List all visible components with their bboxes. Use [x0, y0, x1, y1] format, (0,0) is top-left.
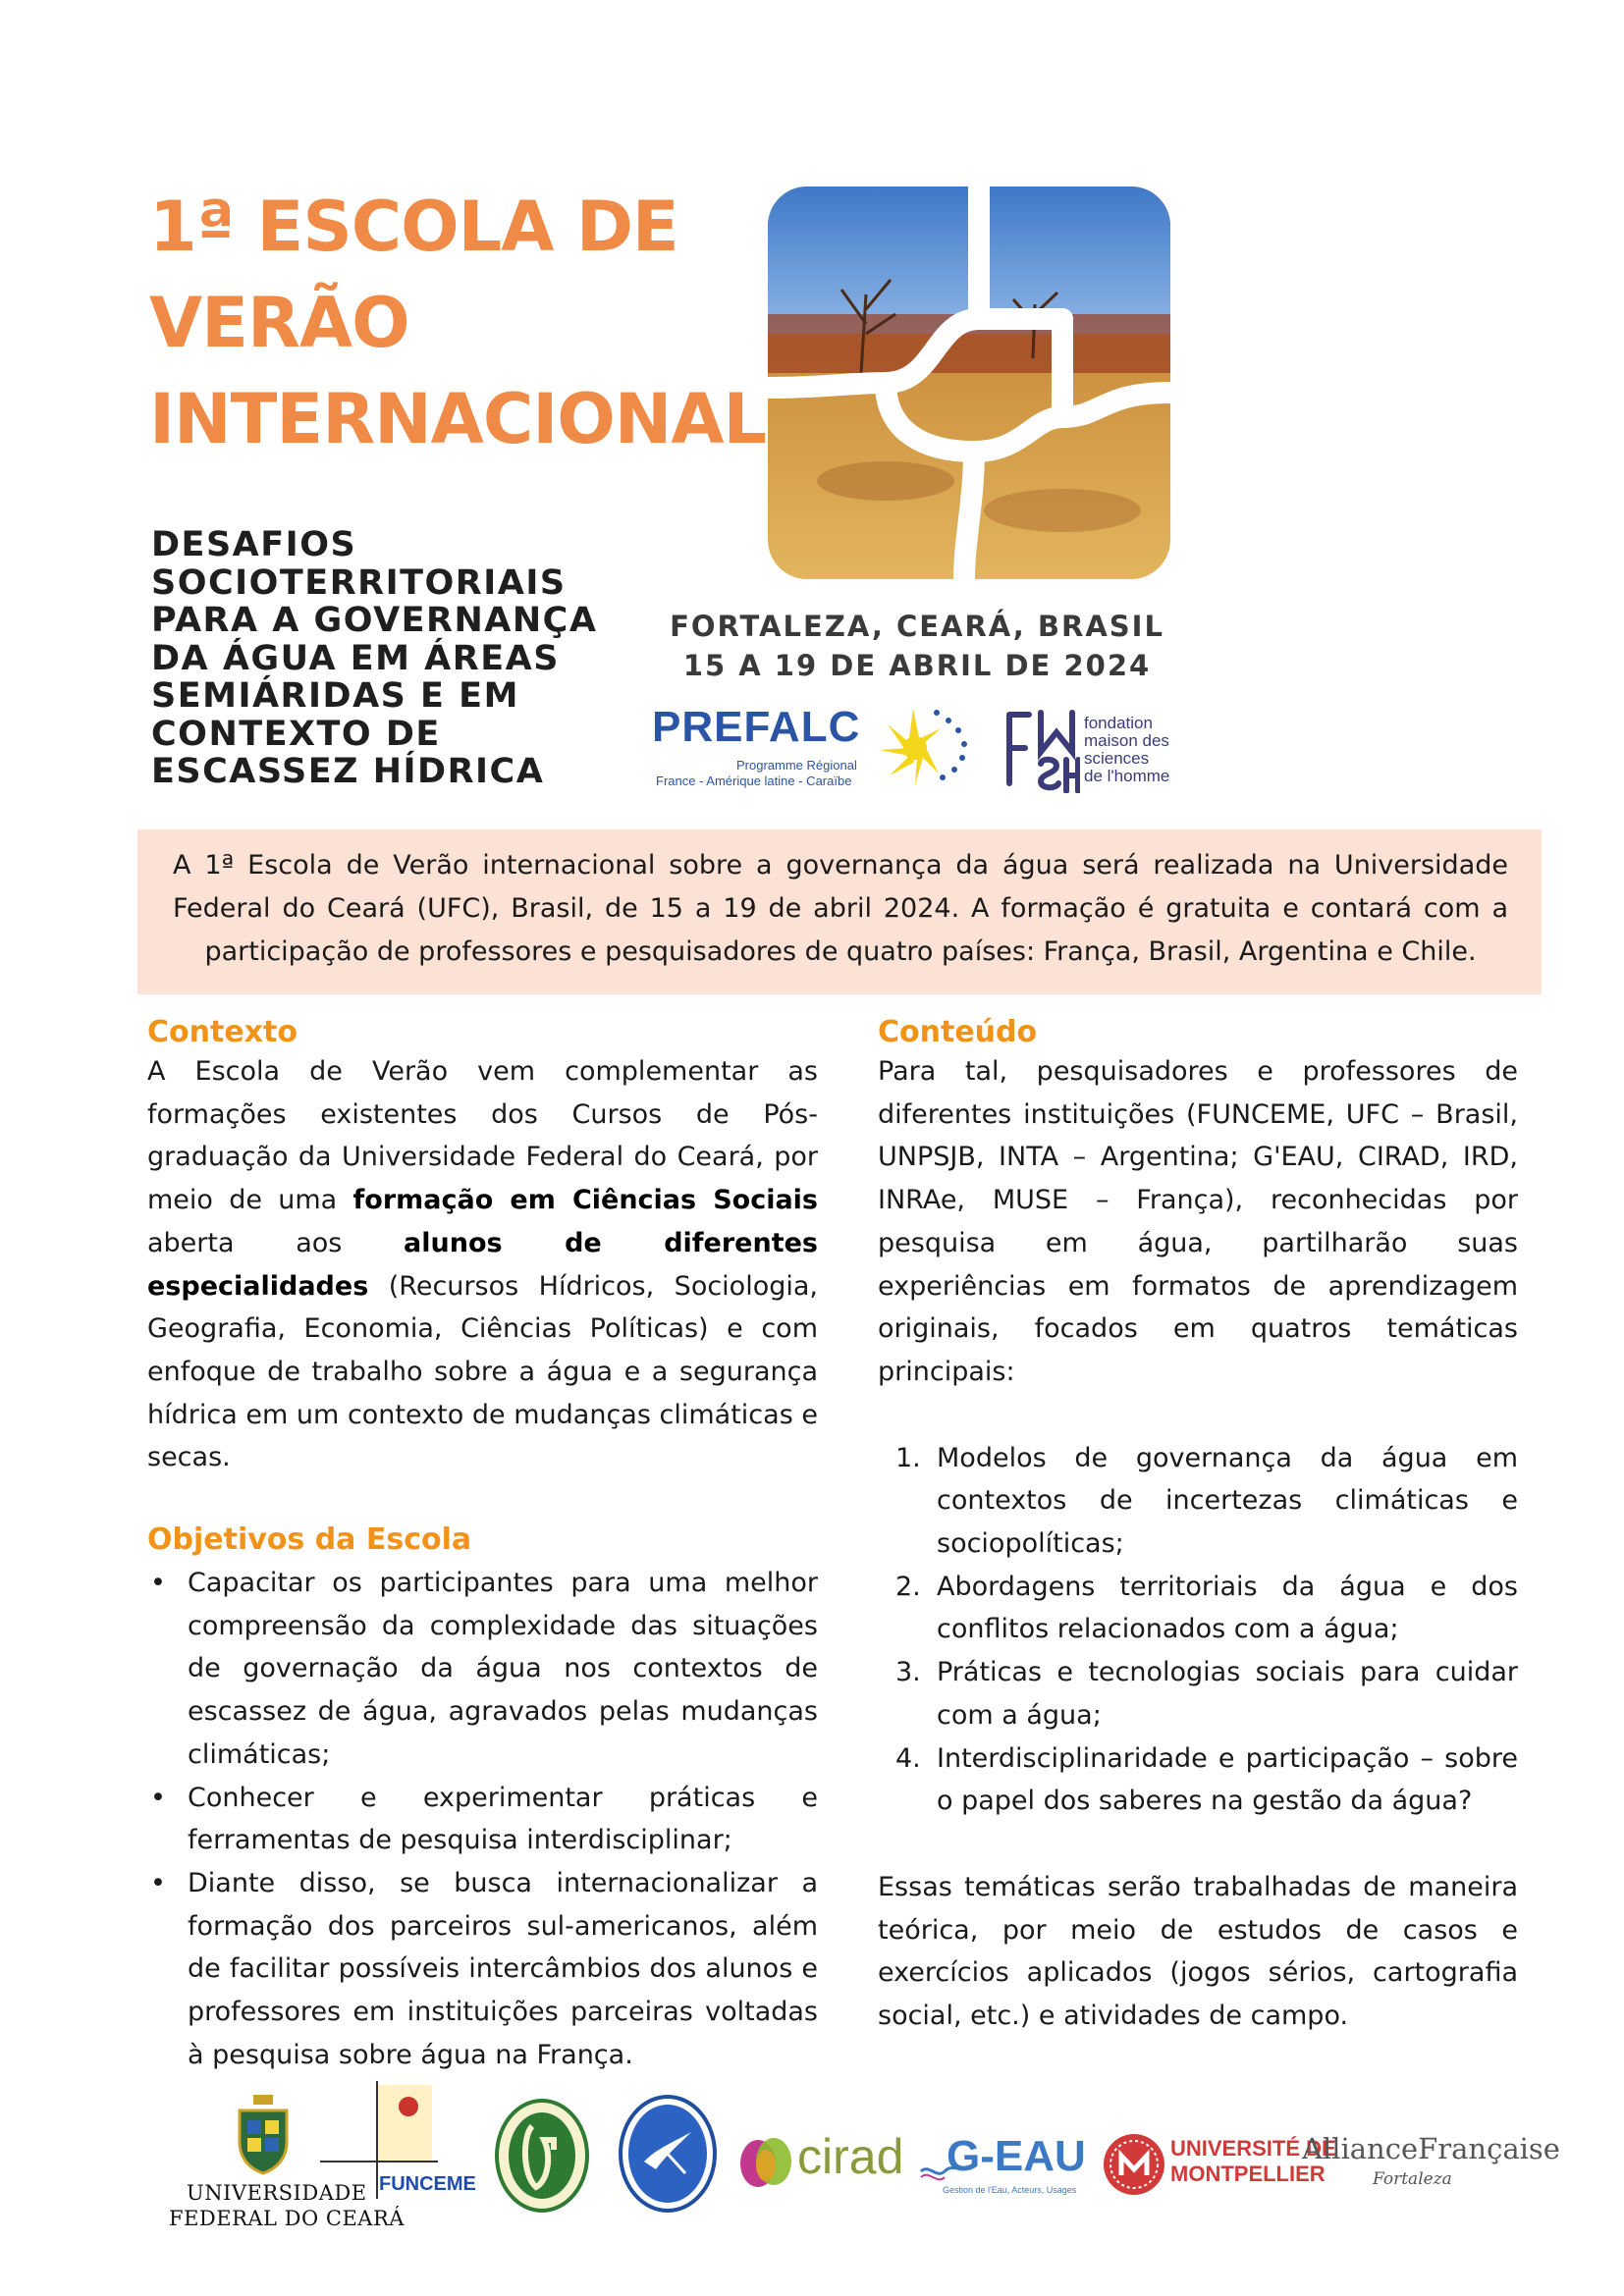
- subtitle-line-3: PARA A GOVERNANÇA: [151, 601, 598, 640]
- context-paragraph: [147, 1050, 818, 1479]
- cirad-leaf-icon: [736, 2132, 797, 2191]
- prefalc-subtitle-1: Programme Régional: [736, 758, 857, 773]
- funceme-wordmark: FUNCEME: [379, 2173, 476, 2195]
- topics-list: [878, 1437, 1518, 1823]
- objective-item: [147, 1562, 818, 1777]
- topic-item: [878, 1651, 1518, 1736]
- ufc-crest-icon: [236, 2093, 291, 2175]
- um-name-line-1: UNIVERSITÉ DE: [1170, 2136, 1336, 2161]
- bullet-icon: •: [150, 1867, 166, 1898]
- context-text-3: (Recursos Hídricos, Sociologia, Geografia, Economia, Ciências Políticas) e com enfoque de trabalho sobre a água e a segurança hídrica em um contexto de mudanças climáticas e secas.: [147, 1270, 818, 1473]
- subtitle-line-7: ESCASSEZ HÍDRICA: [151, 752, 545, 791]
- subtitle-line-4: DA ÁGUA EM ÁREAS: [151, 638, 560, 678]
- cirad-wordmark: cirad: [797, 2129, 904, 2184]
- geau-wordmark: G-EAU: [947, 2132, 1086, 2180]
- intro-paragraph: A 1ª Escola de Verão internacional sobre a governança da água será realizada na Universidade Federal do Ceará (UFC), Brasil, de 15 a 19 de abril 2024. A formação é gratuita e contará com a participação de professores e pesquisadores de quatro países: França, Brasil, Argentina e Chile.: [173, 850, 1508, 967]
- objective-item: [147, 1777, 818, 1862]
- left-column: [147, 1015, 818, 2076]
- prefalc-wordmark: PREFALC: [652, 703, 861, 751]
- subtitle: [151, 526, 642, 791]
- context-text-2: aberta aos: [147, 1227, 405, 1258]
- igeopat-seal-icon: [493, 2097, 591, 2215]
- title-line-3: INTERNACIONAL: [149, 379, 767, 459]
- topic-text: Interdisciplinaridade e participação – sobre o papel dos saberes na gestão da água?: [937, 1742, 1518, 1817]
- title-line-2: VERÃO: [149, 283, 409, 363]
- subtitle-line-6: CONTEXTO DE: [151, 714, 441, 754]
- content-heading: Conteúdo: [878, 1015, 1038, 1049]
- objective-text: Diante disso, se busca internacionalizar a formação dos parceiros sul-americanos, além de facilitar possíveis intercâmbios dos alunos e professores em instituições parceiras voltadas à pesquisa sobre água na França.: [188, 1867, 818, 2070]
- unpsjb-seal-icon: [617, 2093, 719, 2215]
- bullet-icon: •: [150, 1568, 166, 1599]
- geau-subtitle: Gestion de l'Eau, Acteurs, Usages: [943, 2185, 1077, 2195]
- context-bold-2: alunos de diferentes especialidades: [147, 1227, 818, 1302]
- subtitle-line-1: DESAFIOS: [151, 525, 357, 564]
- right-column: [878, 1015, 1518, 2038]
- content-intro: Para tal, pesquisadores e professores de diferentes instituições (FUNCEME, UFC – Brasil, UNPSJB, INTA – Argentina; G'EAU, CIRAD, IRD, INRAe, MUSE – França), reconhecidas por pesquisa em água, partilharão suas experiências em formatos de aprendizagem originais, focados em quatros temáticas principais:: [878, 1056, 1518, 1387]
- topic-number: 4.: [895, 1742, 921, 1774]
- fmsh-line-2: maison des: [1084, 731, 1169, 750]
- context-bold-1: formação em Ciências Sociais: [352, 1185, 819, 1216]
- topic-item: [878, 1737, 1518, 1823]
- context-text-1: A Escola de Verão vem complementar as formações existentes dos Cursos de Pós-graduação da Universidade Federal do Ceará, por meio de uma: [147, 1056, 818, 1216]
- objectives-heading: Objetivos da Escola: [147, 1522, 472, 1558]
- fmsh-logo: [1001, 705, 1188, 795]
- prefalc-sun-icon: [870, 703, 976, 789]
- event-dates: 15 A 19 DE ABRIL DE 2024: [682, 649, 1152, 682]
- alliance-francaise-wordmark: AllianceFrançaise: [1302, 2132, 1560, 2165]
- topic-item: [878, 1566, 1518, 1651]
- title-line-1: 1ª ESCOLA DE: [149, 187, 678, 267]
- hero-landscape-image: [768, 187, 1170, 579]
- prefalc-subtitle-2: France - Amérique latine - Caraïbe: [656, 774, 852, 788]
- subtitle-line-2: SOCIOTERRITORIAIS: [151, 562, 567, 603]
- objective-text: Capacitar os participantes para uma melhor compreensão da complexidade das situações de governação da água nos contextos de escassez de água, agravados pelas mudanças climáticas;: [188, 1568, 818, 1770]
- content-outro: Essas temáticas serão trabalhadas de maneira teórica, por meio de estudos de casos e exercícios aplicados (jogos sérios, cartografia social, etc.) e atividades de campo.: [878, 1871, 1518, 2032]
- topic-number: 1.: [895, 1442, 921, 1473]
- fmsh-line-4: de l'homme: [1084, 767, 1170, 785]
- objective-text: Conhecer e experimentar práticas e ferramentas de pesquisa interdisciplinar;: [188, 1782, 818, 1856]
- topic-item: [878, 1437, 1518, 1566]
- partner-logos-footer: [147, 2081, 1560, 2258]
- topic-text: Abordagens territoriais da água e dos conflitos relacionados com a água;: [937, 1571, 1518, 1645]
- event-location: FORTALEZA, CEARÁ, BRASIL: [670, 610, 1164, 643]
- fmsh-line-3: sciences: [1084, 749, 1150, 768]
- objectives-list: [147, 1562, 818, 2076]
- bullet-icon: •: [150, 1782, 166, 1813]
- ufc-name-line-2: FEDERAL DO CEARÁ: [169, 2207, 405, 2230]
- subtitle-line-5: SEMIÁRIDAS E EM: [151, 676, 519, 716]
- topic-text: Práticas e tecnologias sociais para cuidar com a água;: [937, 1657, 1518, 1731]
- fmsh-line-1: fondation: [1084, 714, 1153, 732]
- objective-item: [147, 1862, 818, 2077]
- context-heading: Contexto: [147, 1015, 298, 1049]
- alliance-francaise-city: Fortaleza: [1373, 2169, 1452, 2189]
- topic-number: 3.: [895, 1657, 921, 1688]
- prefalc-logo: [652, 703, 986, 791]
- main-title: [149, 179, 778, 467]
- topic-number: 2.: [895, 1571, 921, 1602]
- topic-text: Modelos de governança da água em contextos de incertezas climáticas e sociopolíticas;: [937, 1442, 1518, 1560]
- um-medallion-icon: [1102, 2132, 1166, 2197]
- ufc-name-line-1: UNIVERSIDADE: [187, 2181, 367, 2205]
- fmsh-monogram-icon: [1001, 705, 1080, 793]
- fmsh-text: [1084, 715, 1169, 785]
- um-name-line-2: MONTPELLIER: [1170, 2162, 1326, 2186]
